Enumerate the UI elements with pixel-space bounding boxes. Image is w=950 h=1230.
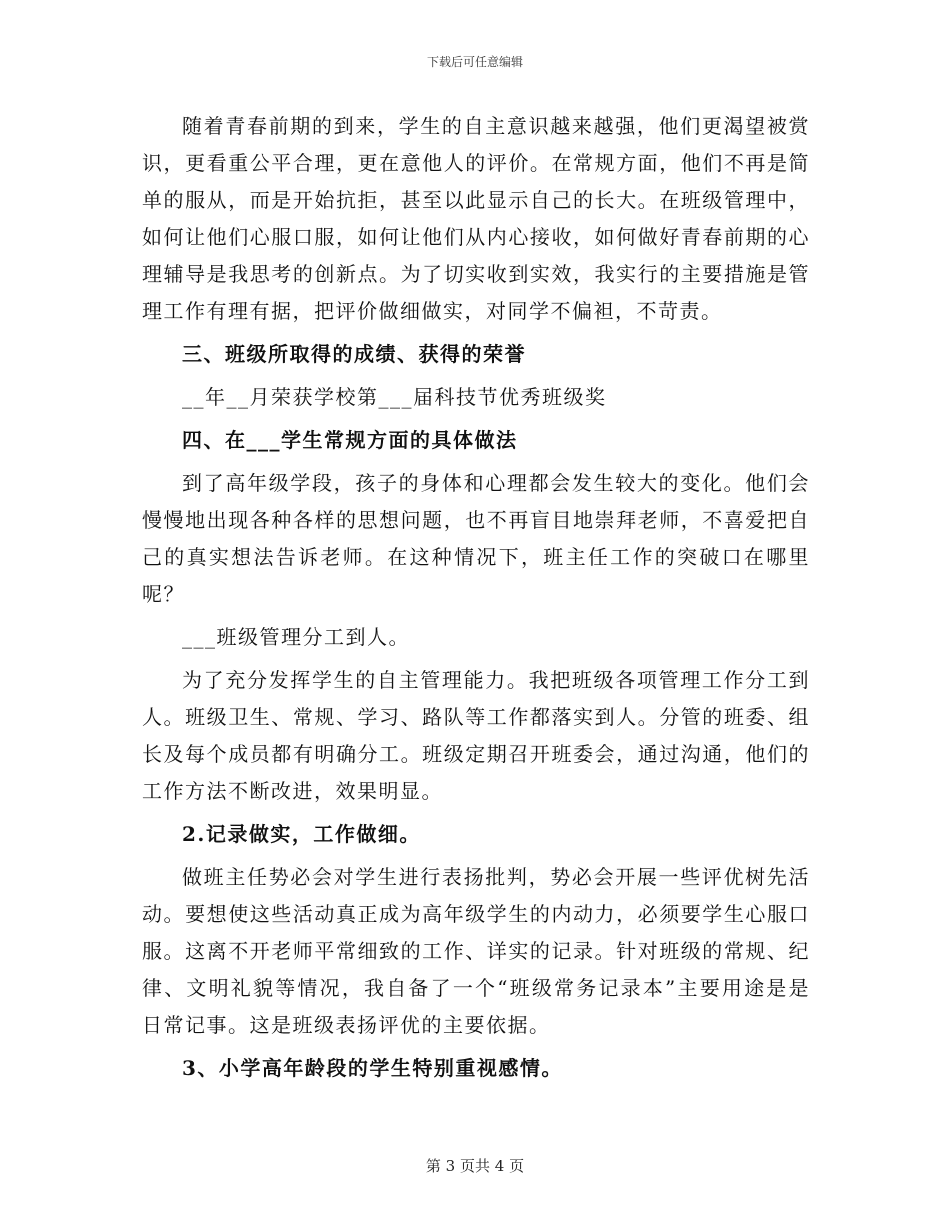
- document-body: [142, 108, 810, 1093]
- paragraph: ___班级管理分工到人。: [182, 625, 410, 649]
- paragraph: 做班主任势必会对学生进行表扬批判，势必会开展一些评优树先活动。要想使这些活动真正成为高年级学生的内动力，必须要学生心服口服。这离不开老师平常细致的工作、详实的记录。针对班级的常规、纪律、文明礼貌等情况，我自备了一个“班级常务记录本”主要用途是是日常记事。这是班级表扬评优的主要依据。: [142, 865, 810, 1037]
- paragraph: 为了充分发挥学生的自主管理能力。我把班级各项管理工作分工到人。班级卫生、常规、学习、路队等工作都落实到人。分管的班委、组长及每个成员都有明确分工。班级定期召开班委会，通过沟通，他们的工作方法不断改进，效果明显。: [142, 668, 810, 803]
- section-heading: 2.记录做实，工作做细。: [182, 822, 421, 846]
- paragraph: 到了高年级学段，孩子的身体和心理都会发生较大的变化。他们会慢慢地出现各种各样的思想问题，也不再盲目地崇拜老师，不喜爱把自己的真实想法告诉老师。在这种情况下，班主任工作的突破口在哪里呢？: [142, 471, 810, 606]
- paragraph: __年__月荣获学校第___届科技节优秀班级奖: [182, 385, 607, 409]
- section-heading: 3、小学高年龄段的学生特别重视感情。: [182, 1056, 563, 1080]
- page-header: 下载后可任意编辑: [426, 55, 523, 69]
- paragraph: 随着青春前期的到来，学生的自主意识越来越强，他们更渴望被赏识，更看重公平合理，更在意他人的评价。在常规方面，他们不再是简单的服从，而是开始抗拒，甚至以此显示自己的长大。在班级管理中，如何让他们心服口服，如何让他们从内心接收，如何做好青春前期的心理辅导是我思考的创新点。为了切实收到实效，我实行的主要措施是管理工作有理有据，把评价做细做实，对同学不偏袒，不苛责。: [142, 114, 810, 323]
- section-heading: 四、在___学生常规方面的具体做法: [182, 428, 518, 452]
- page-footer: 第 3 页共 4 页: [425, 1157, 525, 1175]
- section-heading: 三、班级所取得的成绩、获得的荣誉: [182, 342, 526, 366]
